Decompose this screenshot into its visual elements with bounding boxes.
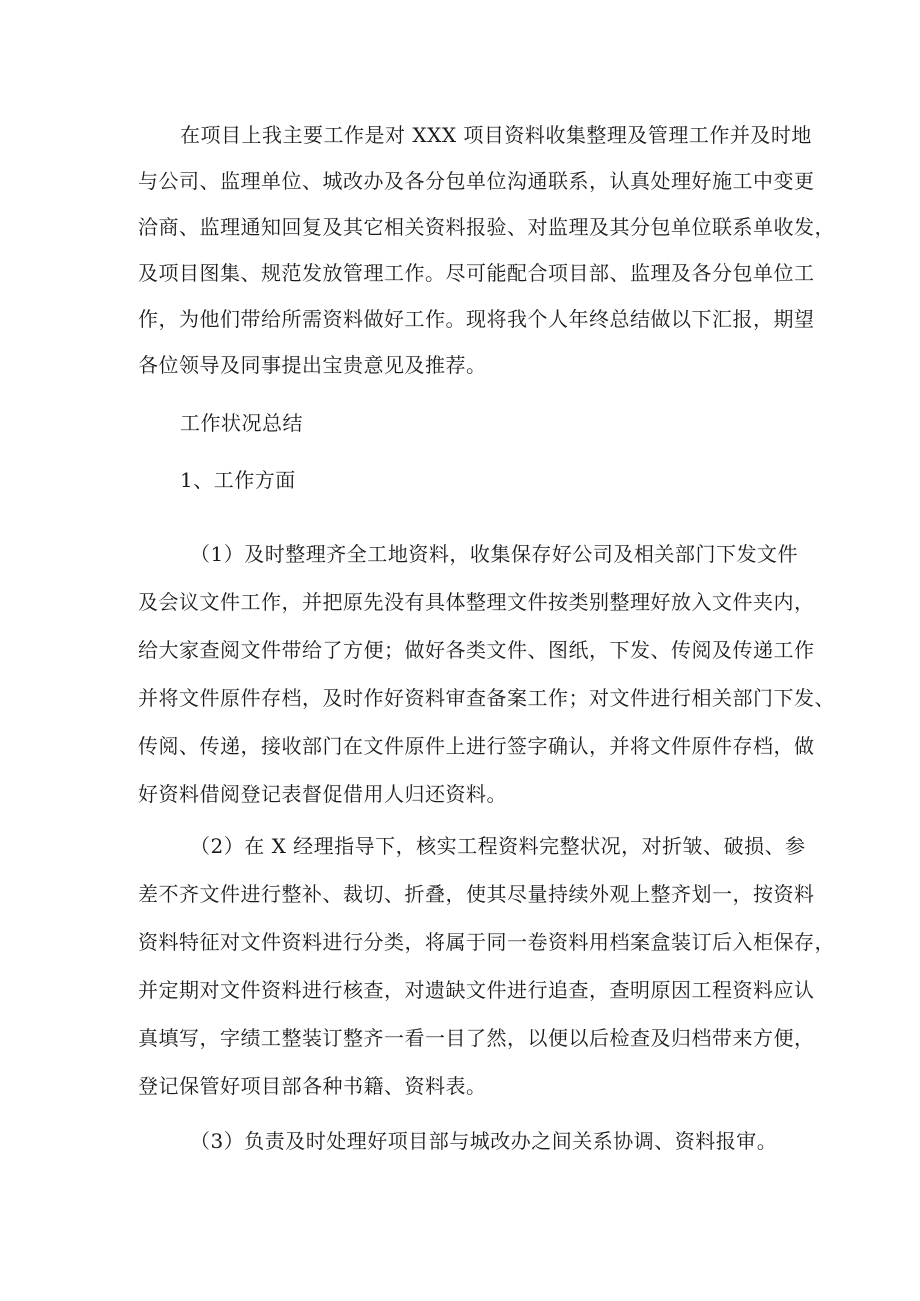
item-2-line-4: 并定期对文件资料进行核查，对遗缺文件进行追查，查明原因工程资料应认 xyxy=(138,978,815,1002)
intro-line-3: 洽商、监理通知回复及其它相关资料报验、对监理及其分包单位联系单收发， xyxy=(138,215,835,239)
item-2-line-2: 差不齐文件进行整补、裁切、折叠，使其尽量持续外观上整齐划一，按资料 xyxy=(138,882,815,906)
item-1-line-4: 并将文件原件存档，及时作好资料审查备案工作；对文件进行相关部门下发、 xyxy=(138,686,835,710)
item-1-line-1: （1）及时整理齐全工地资料，收集保存好公司及相关部门下发文件 xyxy=(190,542,798,566)
item-2-line-6: 登记保管好项目部各种书籍、资料表。 xyxy=(138,1074,487,1098)
item-1-line-3: 给大家查阅文件带给了方便；做好各类文件、图纸，下发、传阅及传递工作 xyxy=(138,638,815,662)
item-1-line-6: 好资料借阅登记表督促借用人归还资料。 xyxy=(138,782,507,806)
item-2-line-5: 真填写，字绩工整装订整齐一看一目了然，以便以后检查及归档带来方便， xyxy=(138,1026,815,1050)
item-1-line-5: 传阅、传递，接收部门在文件原件上进行签字确认，并将文件原件存档，做 xyxy=(138,734,815,758)
item-3-paragraph: （3）负责及时处理好项目部与城改办之间关系协调、资料报审。 xyxy=(190,1129,778,1153)
subsection-title: 1、工作方面 xyxy=(180,468,296,492)
intro-line-5: 作，为他们带给所需资料做好工作。现将我个人年终总结做以下汇报，期望 xyxy=(138,307,815,331)
section-title: 工作状况总结 xyxy=(180,411,303,435)
item-1-line-2: 及会议文件工作，并把原先没有具体整理文件按类别整理好放入文件夹内， xyxy=(138,590,815,614)
intro-line-4: 及项目图集、规范发放管理工作。尽可能配合项目部、监理及各分包单位工 xyxy=(138,261,815,285)
intro-line-2: 与公司、监理单位、城改办及各分包单位沟通联系，认真处理好施工中变更 xyxy=(138,169,815,193)
item-2-line-1: （2）在 X 经理指导下，核实工程资料完整状况，对折皱、破损、参 xyxy=(190,834,806,858)
intro-line-6: 各位领导及同事提出宝贵意见及推荐。 xyxy=(138,353,487,377)
item-2-line-3: 资料特征对文件资料进行分类，将属于同一卷资料用档案盒装订后入柜保存， xyxy=(138,930,835,954)
intro-line-1: 在项目上我主要工作是对 XXX 项目资料收集整理及管理工作并及时地 xyxy=(180,123,812,147)
